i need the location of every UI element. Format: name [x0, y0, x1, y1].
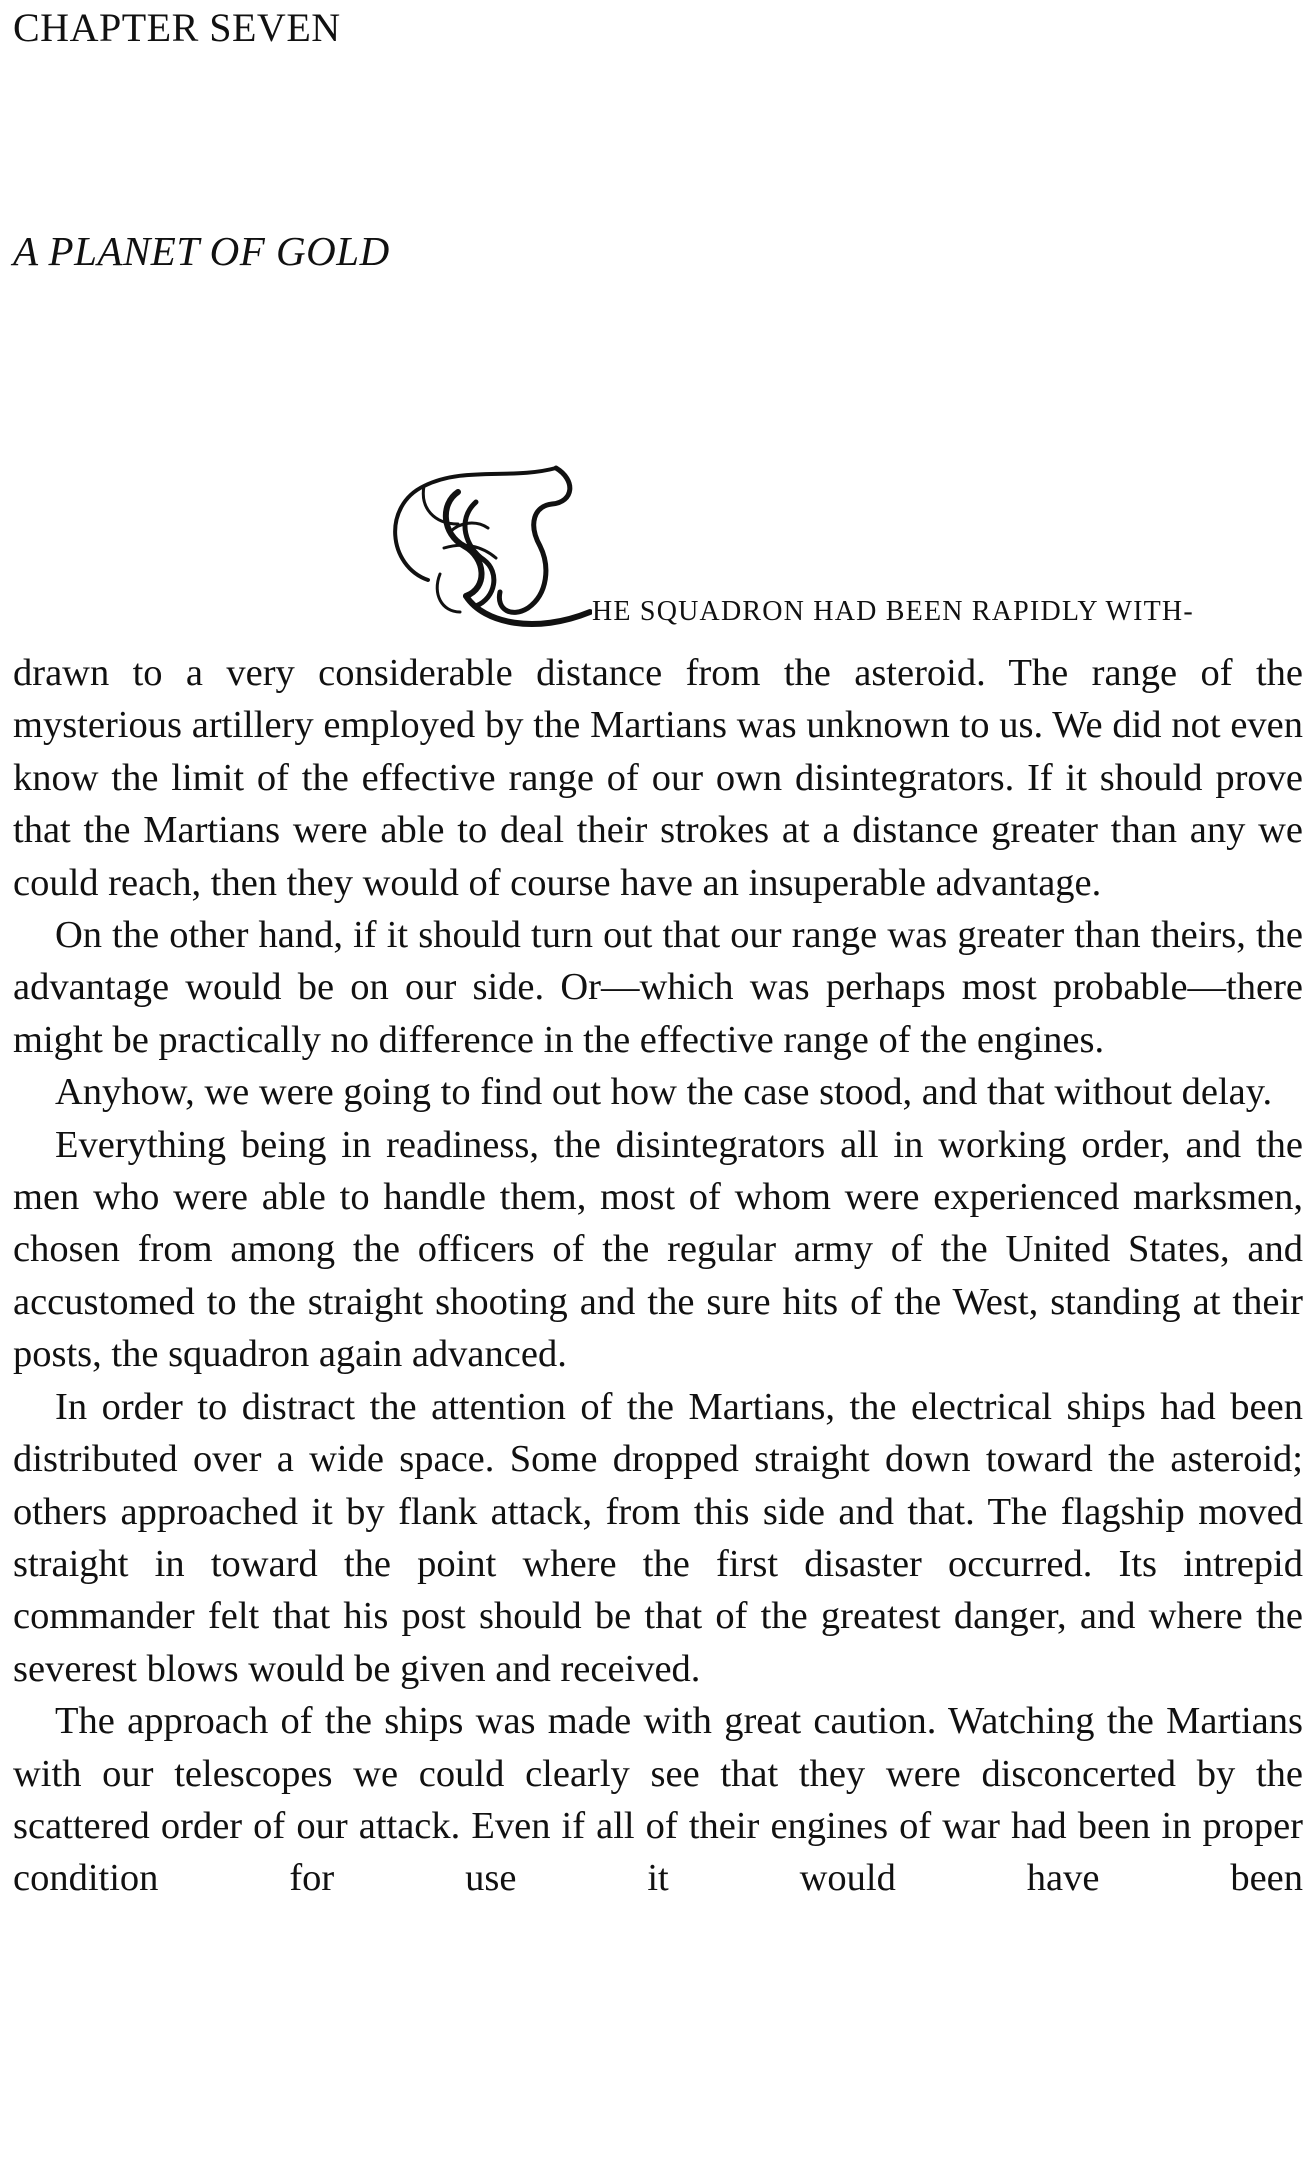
paragraph: Everything being in readiness, the disintegrators all in working order, and the men who were able to handle them, most of whom were experienced marksmen, chosen from among the officers of the regular army of the United States, and accustomed to the straight shooting and the sure hits of the West, standing at their posts, the squadron again advanced. — [13, 1123, 1303, 1376]
paragraph: The approach of the ships was made with great caution. Watching the Martians with our telescopes we could clearly see that they were disconcerted by the scattered order of our attack. Even if all of their engines of war had been in proper condition for use it would have been — [13, 1700, 1303, 1900]
body-text — [13, 647, 1303, 1905]
paragraph: Anyhow, we were going to find out how the case stood, and that without delay. — [55, 1071, 1273, 1114]
paragraph: In order to distract the attention of the Martians, the electrical ships had been distributed over a wide space. Some dropped straight down toward the asteroid; others approached it by flank attack, from this side and that. The flagship moved straight in toward the point where the first disaster occurred. Its intrepid commander felt that his post should be that of the greatest danger, and where the severest blows would be given and received. — [13, 1385, 1303, 1690]
paragraph: On the other hand, if it should turn out that our range was greater than theirs, the advantage would be on our side. Or—which was perhaps most probable—there might be practically no difference in the effective range of the engines. — [13, 914, 1303, 1061]
chapter-title: A PLANET OF GOLD — [13, 228, 390, 274]
dropcap-ornament — [380, 462, 592, 634]
chapter-label: CHAPTER SEVEN — [13, 5, 341, 50]
opening-smallcaps: HE SQUADRON HAD BEEN RAPIDLY WITH- — [592, 596, 1194, 627]
paragraph: drawn to a very considerable distance from the asteroid. The range of the mysterious artillery employed by the Martians was unknown to us. We did not even know the limit of the effective range of our own disintegrators. If it should prove that the Martians were able to deal their strokes at a distance greater than any we could reach, then they would of course have an insuperable advantage. — [13, 652, 1303, 904]
